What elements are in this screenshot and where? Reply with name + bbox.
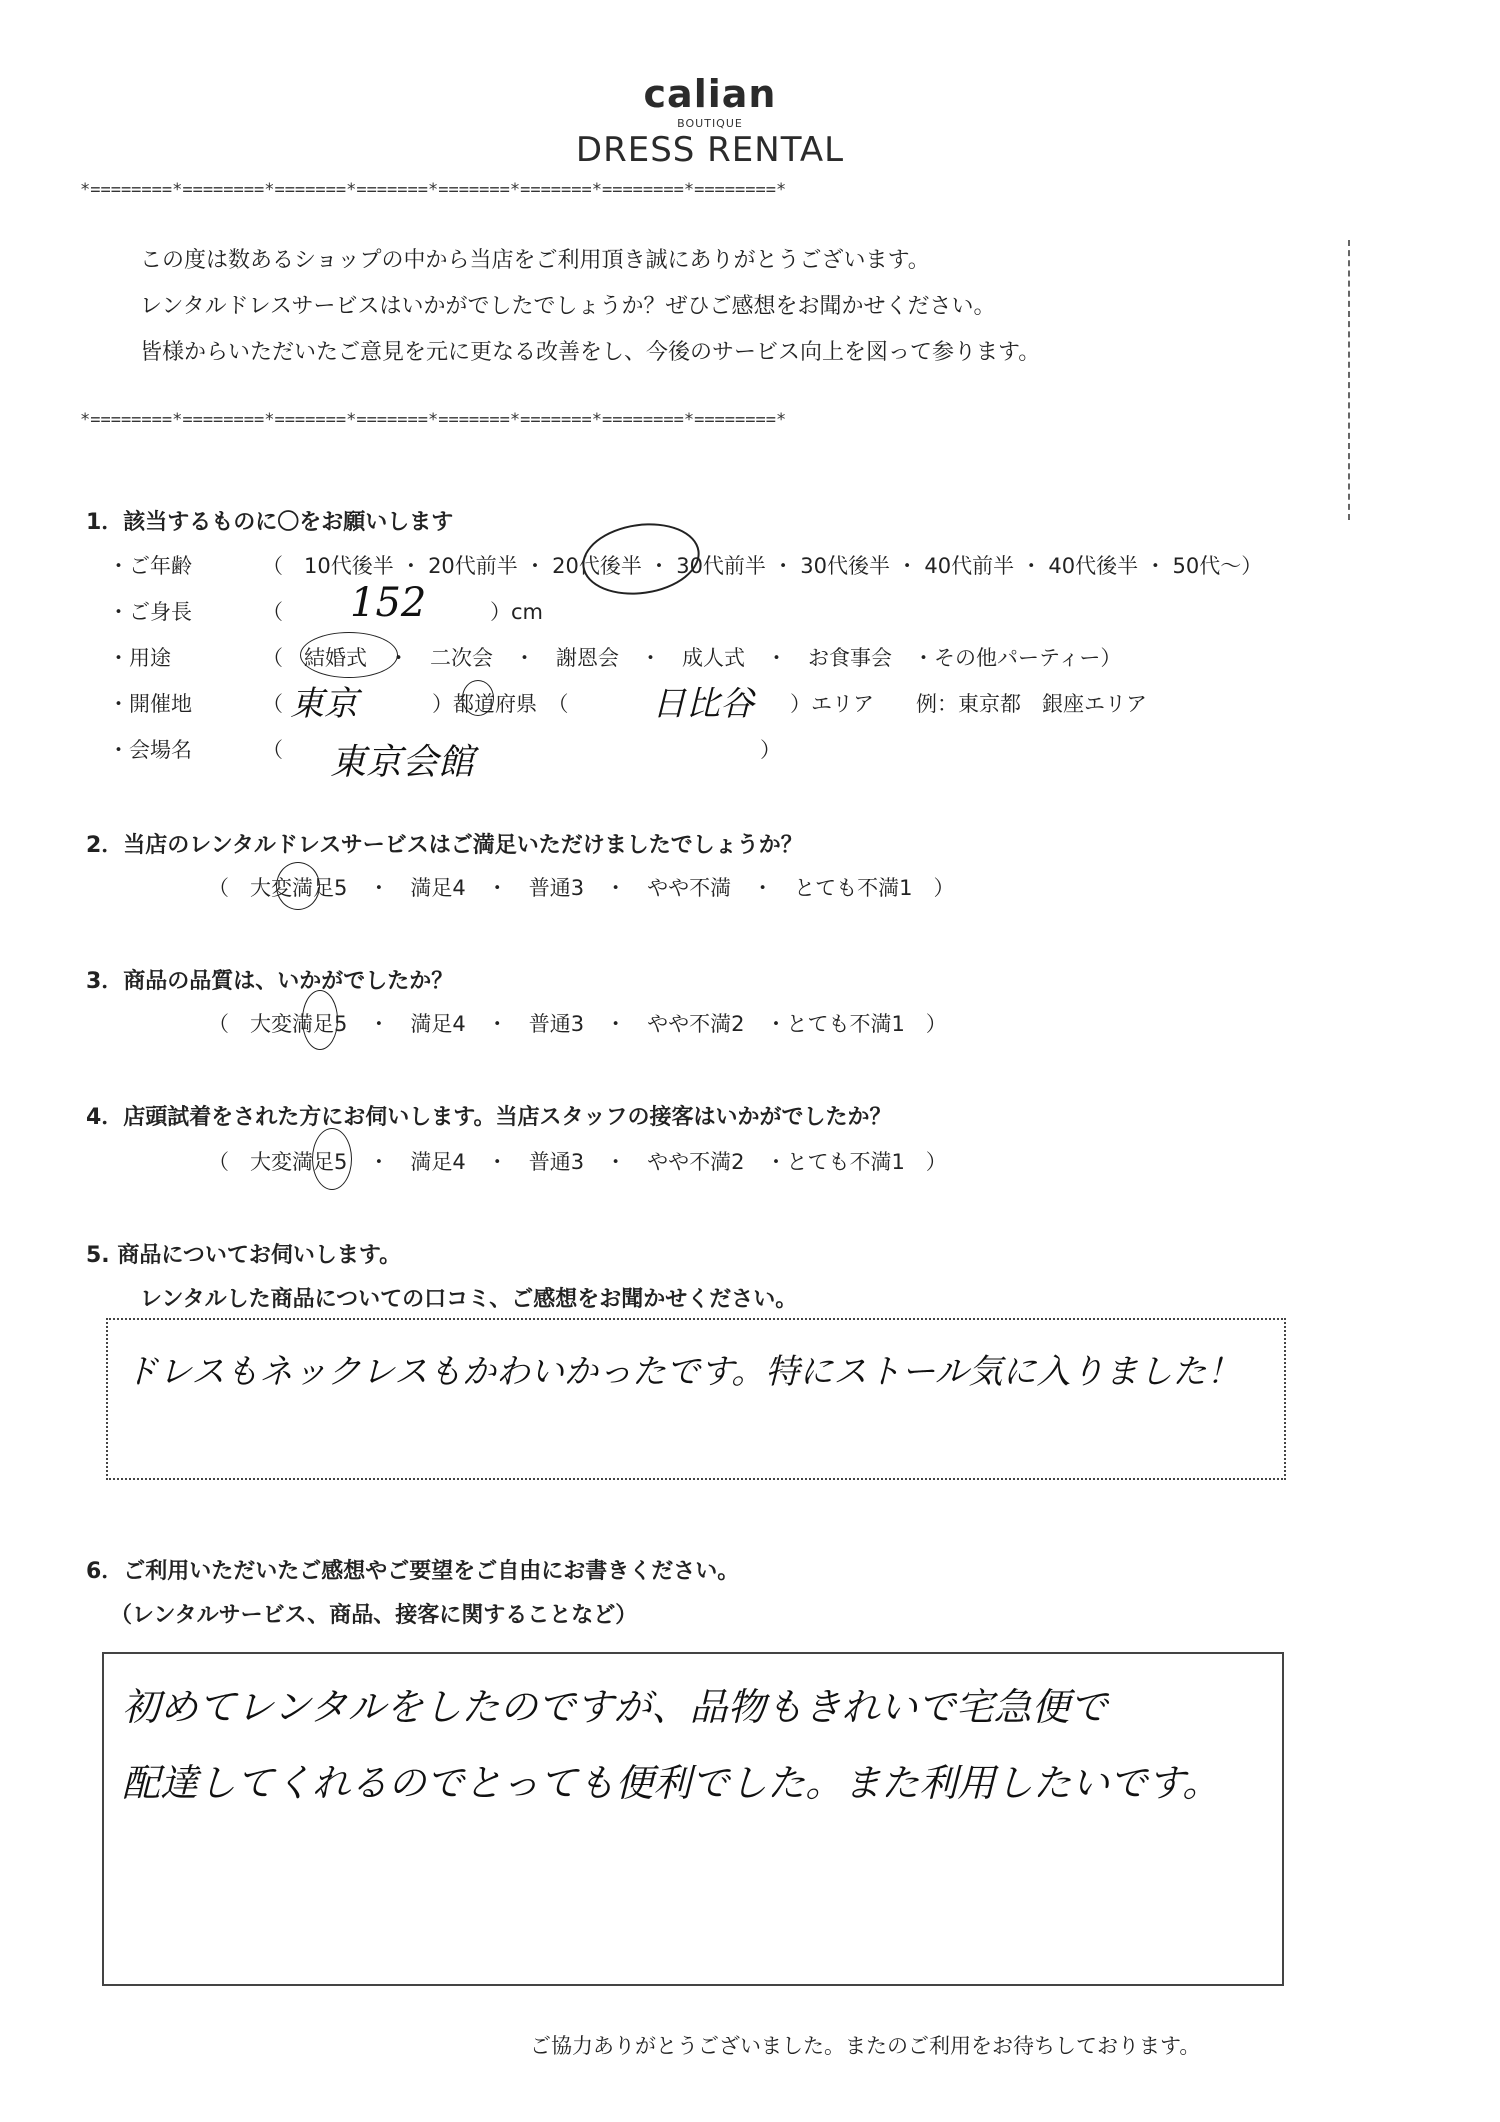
q3-title: 3．商品の品質は、いかがでしたか？ [86, 969, 454, 994]
q2-selection-circle [276, 862, 320, 910]
place-label: ・開催地 [108, 692, 192, 716]
height-unit: ）cm [490, 600, 544, 624]
logo-calian: calian [643, 72, 777, 116]
q6-answer-line-1: 初めてレンタルをしたのですが、品物もきれいで宅急便で [122, 1685, 1108, 1729]
venue-label: ・会場名 [108, 738, 192, 762]
venue-close: ） [760, 738, 781, 762]
q3-selection-circle [302, 990, 338, 1050]
age-options: （ 10代後半 ・ 20代前半 ・ 20代後半 ・ 30代前半 ・ 30代後半 ・ 40代前半 ・ 40代後半 ・ 50代～） [262, 554, 1263, 578]
q6-subtitle: （レンタルサービス、商品、接客に関することなど） [110, 1603, 638, 1628]
bottom-divider: *========*========*=======*=======*=======*=======*========*========* [80, 410, 787, 430]
height-label: ・ご身長 [108, 600, 192, 624]
height-open: （ [262, 600, 283, 624]
intro-line-3: 皆様からいただいたご意見を元に更なる改善をし、今後のサービス向上を図って参ります。 [140, 340, 1041, 365]
intro-line-2: レンタルドレスサービスはいかがでしたでしょうか？ぜひご感想をお聞かせください。 [140, 294, 996, 319]
q2-options: （ 大変満足5 ・ 満足4 ・ 普通3 ・ やや不満 ・ とても不満1 ） [208, 876, 955, 900]
page-title: DRESS RENTAL [575, 130, 845, 170]
venue-value: 東京会館 [330, 742, 475, 783]
logo-boutique: BOUTIQUE [677, 117, 743, 130]
age-selection-circle [578, 516, 705, 602]
height-value: 152 [350, 580, 427, 626]
top-divider: *========*========*=======*=======*=======*=======*========*========* [80, 180, 787, 200]
age-label: ・ご年齢 [108, 554, 192, 578]
purpose-options: （ 結婚式 ・ 二次会 ・ 謝恩会 ・ 成人式 ・ お食事会 ・その他パーティー） [262, 646, 1122, 670]
purpose-selection-circle [300, 632, 398, 678]
q2-title: 2．当店のレンタルドレスサービスはご満足いただけましたでしょうか？ [86, 833, 803, 858]
prefecture-selection-circle [462, 680, 494, 716]
purpose-label: ・用途 [108, 646, 171, 670]
q1-title: 1．該当するものに〇をお願いします [86, 510, 454, 535]
margin-mark [1348, 240, 1350, 520]
q4-selection-circle [312, 1128, 352, 1190]
footer-thanks: ご協力ありがとうございました。またのご利用をお待ちしております。 [530, 2034, 1201, 2058]
intro-line-1: この度は数あるショップの中から当店をご利用頂き誠にありがとうございます。 [140, 248, 930, 273]
place-value: 東京 [290, 684, 358, 724]
q6-answer-line-2: 配達してくれるのでとっても便利でした。また利用したいです。 [122, 1761, 1221, 1805]
q4-options: （ 大変満足5 ・ 満足4 ・ 普通3 ・ やや不満2 ・とても不満1 ） [208, 1150, 947, 1174]
q5-answer-box [106, 1318, 1286, 1480]
q6-title: 6．ご利用いただいたご感想やご要望をご自由にお書きください。 [86, 1559, 740, 1584]
venue-open: （ [262, 738, 283, 762]
area-value: 日比谷 [652, 684, 754, 724]
place-open: （ [262, 692, 283, 716]
q5-answer: ドレスもネックレスもかわいかったです。特にストール気に入りました！ [124, 1352, 1241, 1392]
place-mid: ）都道府県 （ [432, 692, 569, 716]
q5-subtitle: レンタルした商品についての口コミ、ご感想をお聞かせください。 [140, 1287, 798, 1312]
q3-options: （ 大変満足5 ・ 満足4 ・ 普通3 ・ やや不満2 ・とても不満1 ） [208, 1012, 947, 1036]
q4-title: 4．店頭試着をされた方にお伺いします。当店スタッフの接客はいかがでしたか？ [86, 1105, 892, 1130]
q5-title: 5. 商品についてお伺いします。 [86, 1243, 402, 1268]
place-close: ）エリア 例：東京都 銀座エリア [790, 692, 1147, 716]
